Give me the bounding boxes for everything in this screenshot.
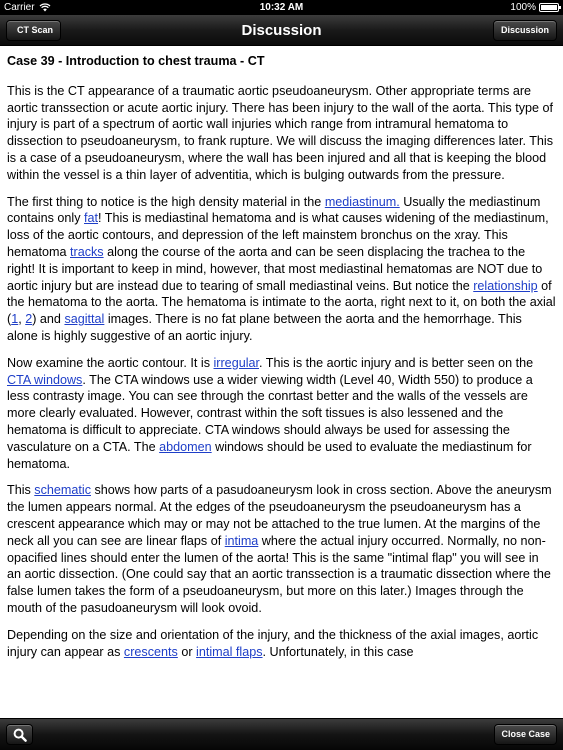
text: This — [7, 483, 35, 498]
text: Depending on the size and orientation of the injury, and the thickness of the axial images, aortic injury can appear as — [7, 627, 539, 659]
text: The first thing to notice is the high density material in the — [7, 194, 325, 209]
battery-icon — [539, 3, 559, 12]
text: Usually the mediastinum contains only — [7, 194, 541, 226]
link-intimal-flaps[interactable]: intimal flaps — [196, 644, 263, 659]
clock: 10:32 AM — [259, 2, 304, 13]
link-abdomen[interactable]: abdomen — [159, 439, 212, 454]
link-relationship[interactable]: relationship — [473, 278, 538, 293]
paragraph-3 — [7, 355, 556, 473]
battery-percent: 100% — [510, 2, 536, 13]
link-intima[interactable]: intima — [224, 533, 259, 548]
link-sagittal[interactable]: sagittal — [64, 312, 105, 327]
link-mediastinum[interactable]: mediastinum. — [324, 194, 400, 209]
close-case-button[interactable]: Close Case — [494, 724, 557, 745]
link-fat[interactable]: fat — [84, 211, 99, 226]
paragraph-4 — [7, 482, 556, 616]
carrier-label: Carrier — [4, 2, 35, 13]
paragraph-5 — [7, 627, 556, 661]
case-title: Case 39 - Introduction to chest trauma - CT — [7, 54, 265, 68]
paragraph-1: This is the CT appearance of a traumatic aortic pseudoaneurysm. Other appropriate terms are aortic transsection or acute aortic injury. There has been injury to the wall of the aorta. This type of injury is part of a spectrum of aortic wall injuries which range from intramural hematoma to dissection to pseudoaneurysm, to frank rupture. We will discuss the imaging differences later. This is a case of a pseudoaneurysm, where the wall has been injured and all that is keeping the blood within the vessel is a thin layer of adventitia, which is bulging outwards from the pressure. — [7, 83, 554, 182]
text: or — [177, 644, 197, 659]
navigation-bar — [0, 15, 563, 46]
text: images. There is no fat plane between the aorta and the hemorrhage. This alone is highly suggestive of an aortic injury. — [7, 312, 522, 343]
text: of the hematoma to the aorta. The hematoma is intimate to the aorta, right next to it, on both the axial ( — [7, 278, 556, 327]
text: shows how parts of a pasudoaneurysm look in cross section. Above the aneurysm the lumen appears normal. At the edges of the pseudoaneurysm the pseudoaneurysm has a crescent appearance which may or may not be attached to the true lumen. At the margins of the neck all you can see are linear flaps of — [7, 483, 552, 548]
text: . The CTA windows use a wider viewing width (Level 40, Width 550) to produce a less contrasty image. You can see through the conrtast better and the walls of the vessels are more clearly evaluated. However, contrast within the soft tissues is also lessened and the hematoma is difficult to appreciate. CTA windows should always be used for assessing the vasculature on a CTA. The — [7, 372, 533, 454]
search-button[interactable] — [6, 724, 33, 745]
battery-group — [510, 0, 559, 15]
link-tracks[interactable]: tracks — [70, 244, 104, 259]
text: where the actual injury occurred. Normally, no non-opacified lines should enter the lumen of the aorta! This is the same "intimal flap" you will see in an aortic dissection. (One could say that an aortic transsection is a traumatic dissection where the false lumen takes the form of a pseudoaneurysm, but more on this later.) Images through the mouth of the pasudoaneurysm will look ovoid. — [7, 533, 551, 615]
text: , — [18, 312, 26, 327]
text: . This is the aortic injury and is better seen on the — [259, 355, 534, 370]
text: ! This is mediastinal hematoma and is what causes widening of the mediastinum, loss of the aortic contours, and depression of the left mainstem bronchus on the xray. This hematoma — [7, 211, 549, 259]
link-irregular[interactable]: irregular — [213, 355, 259, 370]
bottom-toolbar — [0, 718, 563, 750]
text: along the course of the aorta and can be seen displacing the trachea to the right! It is important to keep in mind, however, that most mediastinal hematomas are NOT due to aortic injury but are instead due to tearing of small mediastinal veins. But notice the — [7, 244, 543, 293]
text: Now examine the aortic contour. It is — [7, 355, 214, 370]
link-axial-2[interactable]: 2 — [25, 312, 33, 327]
search-icon — [13, 728, 27, 742]
link-axial-1[interactable]: 1 — [11, 312, 19, 327]
text: . Unfortunately, in this case — [262, 644, 414, 659]
back-button-ct-scan[interactable]: CT Scan — [6, 20, 61, 41]
link-schematic[interactable]: schematic — [34, 483, 91, 498]
link-crescents[interactable]: crescents — [123, 644, 178, 659]
text: windows should be used to evaluate the mediastinum for hematoma. — [7, 439, 532, 471]
discussion-button[interactable]: Discussion — [493, 20, 557, 41]
paragraph-2 — [7, 194, 556, 345]
text: ) and — [32, 312, 65, 327]
status-bar — [0, 0, 563, 15]
link-cta-windows[interactable]: CTA windows — [7, 372, 83, 387]
page-title: Discussion — [241, 22, 322, 39]
discussion-content[interactable] — [0, 47, 563, 718]
